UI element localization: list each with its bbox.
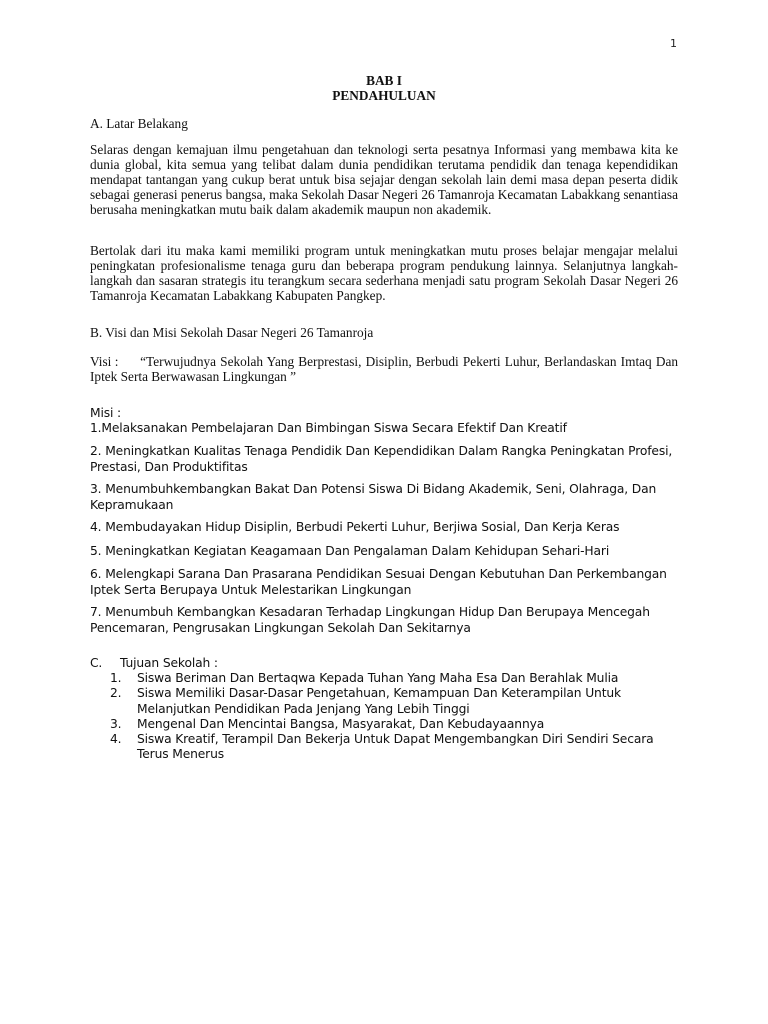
chapter-title: PENDAHULUAN	[332, 88, 436, 103]
section-a-heading: A. Latar Belakang	[90, 116, 188, 131]
list-item	[110, 671, 680, 686]
list-item-number: 1.	[110, 671, 122, 685]
mission-item: 7. Menumbuh Kembangkan Kesadaran Terhadap Lingkungan Hidup Dan Berupaya Mencegah Pencemaran, Pengrusakan Lingkungan Sekolah Dan Sekitarnya	[90, 605, 650, 635]
school-goals-list	[110, 671, 680, 763]
vision-statement	[90, 354, 678, 384]
background-paragraph-2: Bertolak dari itu maka kami memiliki program untuk meningkatkan mutu proses belajar mengajar melalui peningkatan profesionalisme tenaga guru dan beberapa program pendukung lainnya. Selanjutnya langkah-langkah dan sasaran strategis itu terangkum secara sederhana menjadi satu program Sekolah Dasar Negeri 26 Tamanroja Kecamatan Labakkang Kabupaten Pangkep.	[90, 243, 678, 303]
mission-item: 3. Menumbuhkembangkan Bakat Dan Potensi Siswa Di Bidang Akademik, Seni, Olahraga, Dan Kepramukaan	[90, 482, 657, 512]
page-number: 1	[670, 37, 677, 50]
list-item-text: Siswa Kreatif, Terampil Dan Bekerja Untuk Dapat Mengembangkan Diri Sendiri Secara Terus Menerus	[137, 732, 654, 762]
section-b-heading: B. Visi dan Misi Sekolah Dasar Negeri 26 Tamanroja	[90, 325, 374, 340]
vision-text: “Terwujudnya Sekolah Yang Berprestasi, Disiplin, Berbudi Pekerti Luhur, Berlandaskan Imtaq Dan Iptek Serta Berwawasan Lingkungan ”	[90, 354, 678, 384]
chapter-number: BAB I	[366, 73, 402, 88]
section-c-letter: C.	[90, 656, 103, 670]
list-item	[110, 717, 680, 732]
mission-item: 6. Melengkapi Sarana Dan Prasarana Pendidikan Sesuai Dengan Kebutuhan Dan Perkembangan Iptek Serta Berupaya Untuk Melestarikan Lingkungan	[90, 567, 667, 597]
list-item-number: 2.	[110, 686, 122, 701]
list-item	[110, 732, 680, 763]
list-item-number: 4.	[110, 732, 122, 747]
mission-item: 5. Meningkatkan Kegiatan Keagamaan Dan Pengalaman Dalam Kehidupan Sehari-Hari	[90, 544, 610, 558]
list-item-text: Siswa Beriman Dan Bertaqwa Kepada Tuhan Yang Maha Esa Dan Berahlak Mulia	[137, 671, 619, 685]
mission-item: 2. Meningkatkan Kualitas Tenaga Pendidik Dan Kependidikan Dalam Rangka Peningkatan Profesi, Prestasi, Dan Produktifitas	[90, 444, 673, 474]
section-c-heading	[90, 656, 678, 671]
list-item-text: Siswa Memiliki Dasar-Dasar Pengetahuan, Kemampuan Dan Keterampilan Untuk Melanjutkan Pendidikan Pada Jenjang Yang Lebih Tinggi	[137, 686, 621, 716]
mission-item: 4. Membudayakan Hidup Disiplin, Berbudi Pekerti Luhur, Berjiwa Sosial, Dan Kerja Keras	[90, 520, 620, 534]
background-paragraph-1: Selaras dengan kemajuan ilmu pengetahuan dan teknologi serta pesatnya Informasi yang membawa kita ke dunia global, kita semua yang telibat dalam dunia pendidikan terutama pendidik dan tenaga kependidikan mendapat tantangan yang cukup berat untuk bisa sejajar dengan sekolah lain demi masa depan peserta didik sebagai generasi penerus bangsa, maka Sekolah Dasar Negeri 26 Tamanroja Kecamatan Labakkang senantiasa berusaha meningkatkan mutu baik dalam akademik maupun non akademik.	[90, 142, 678, 217]
list-item-number: 3.	[110, 716, 122, 731]
mission-item: 1.Melaksanakan Pembelajaran Dan Bimbingan Siswa Secara Efektif Dan Kreatif	[90, 421, 567, 435]
section-c-title: Tujuan Sekolah :	[120, 656, 218, 670]
vision-label: Visi :	[90, 354, 119, 369]
mission-label: Misi :	[90, 406, 122, 420]
list-item	[110, 686, 680, 717]
list-item-text: Mengenal Dan Mencintai Bangsa, Masyarakat, Dan Kebudayaannya	[137, 716, 545, 731]
